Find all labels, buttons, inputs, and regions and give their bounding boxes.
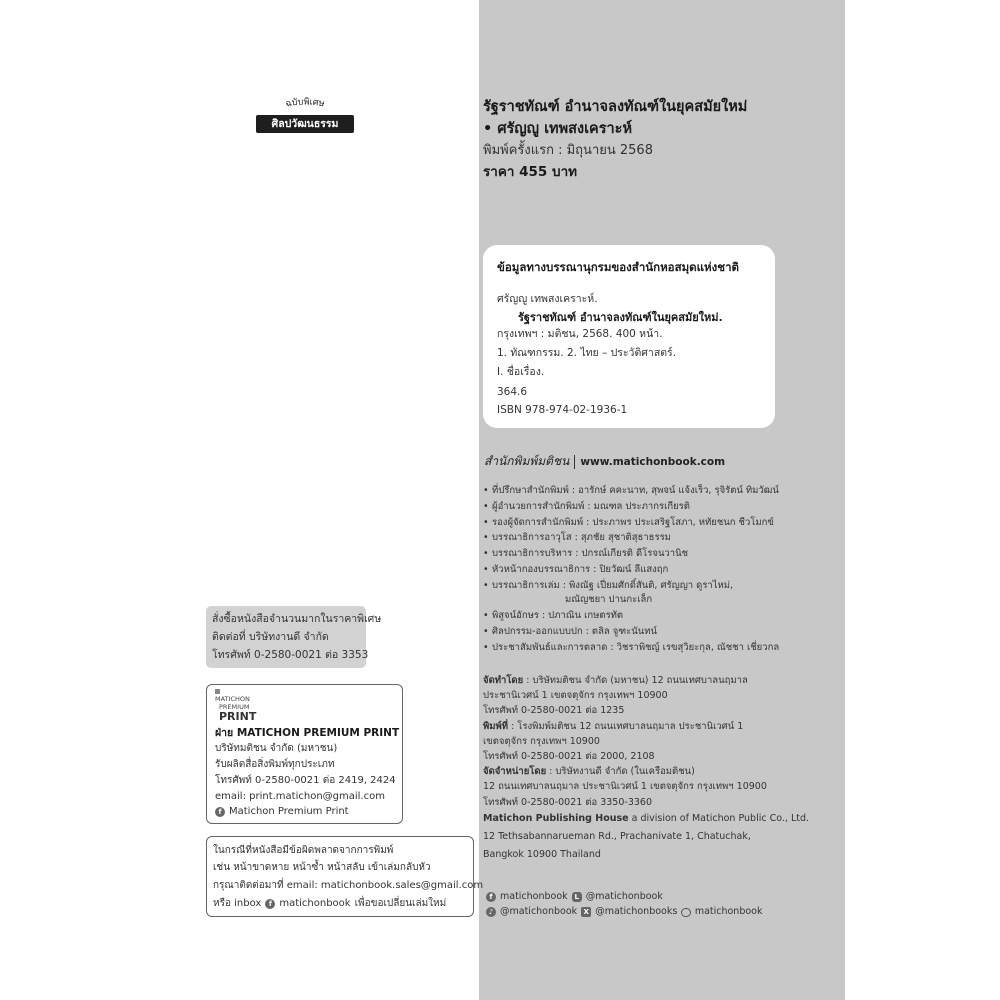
tiktok-handle[interactable]: @matichonbook — [500, 906, 578, 917]
cip-heading: ข้อมูลทางบรรณานุกรมของสำนักหอสมุดแห่งชาติ — [497, 260, 739, 274]
premium-print-box — [206, 684, 403, 824]
defect-line: เช่น หน้าขาดหาย หน้าซ้ำ หน้าสลับ เข้าเล่มกลับหัว — [213, 862, 431, 873]
production-line: โทรศัพท์ 0-2580-0021 ต่อ 3350-3360 — [483, 796, 652, 808]
staff-item: • ที่ปรึกษาสำนักพิมพ์ : อารักษ์ คคะนาท, สุพจน์ แจ้งเร็ว, รุจิรัตน์ ทิมวัฒน์ — [483, 485, 779, 496]
cip-line: รัฐราชทัณฑ์ อำนาจลงทัณฑ์ในยุคสมัยใหม่. — [518, 311, 723, 324]
cip-line: I. ชื่อเรื่อง. — [497, 366, 545, 378]
book-title: รัฐราชทัณฑ์ อำนาจลงทัณฑ์ในยุคสมัยใหม่ — [483, 99, 748, 115]
social-row — [486, 905, 763, 920]
bulk-order-line: โทรศัพท์ 0-2580-0021 ต่อ 3353 — [212, 649, 369, 661]
production-line: จัดจำหน่ายโดย : บริษัทงานดี จำกัด (ในเครือมติชน) — [483, 766, 695, 778]
instagram-handle[interactable]: matichonbook — [694, 906, 763, 917]
publisher-url[interactable]: www.matichonbook.com — [580, 455, 726, 468]
x-handle[interactable]: @matichonbooks — [595, 906, 678, 917]
cip-line: ศรัญญู เทพสงเคราะห์. — [497, 293, 598, 305]
staff-item: • รองผู้จัดการสำนักพิมพ์ : ประภาพร ประเสริฐโสภา, หทัยชนก ชีวโมกข์ — [483, 516, 774, 528]
special-edition-badge — [250, 92, 360, 134]
staff-item: • พิสูจน์อักษร : ปภาณิน เกษตรทัต — [483, 610, 624, 622]
facebook-handle[interactable]: matichonbook — [500, 891, 568, 902]
cip-box — [483, 245, 775, 428]
premium-print-line: บริษัทมติชน จำกัด (มหาชน) — [215, 743, 338, 754]
defect-line: หรือ inbox f matichonbook เพื่อขอเปลี่ยนเล่มใหม่ — [213, 896, 446, 912]
staff-item: • ผู้อำนวยการสำนักพิมพ์ : มณฑล ประภากรเกียรติ — [483, 500, 690, 512]
staff-item: • บรรณาธิการบริหาร : ปกรณ์เกียรติ ดีโรจนวานิช — [483, 548, 689, 560]
cip-line: 364.6 — [497, 386, 528, 398]
staff-item: • บรรณาธิการเล่ม : พิงณัฐ เปี่ยมศักดิ์สันติ, ศรัญญา ดูราไหม่, — [483, 579, 734, 591]
staff-item-cont: มณัญชยา ปานกะเล็ก — [565, 594, 653, 606]
premium-print-facebook[interactable]: f Matichon Premium Print — [215, 804, 349, 820]
production-line: โทรศัพท์ 0-2580-0021 ต่อ 1235 — [483, 705, 625, 717]
defect-line: ในกรณีที่หนังสือมีข้อผิดพลาดจากการพิมพ์ — [213, 845, 394, 856]
cip-line: 1. ทัณฑกรรม. 2. ไทย – ประวัติศาสตร์. — [497, 347, 677, 359]
cip-line: ISBN 978-974-02-1936-1 — [497, 404, 628, 416]
production-line: 12 ถนนเทศบาลนฤมาล ประชานิเวศน์ 1 เขตจตุจักร กรุงเทพฯ 10900 — [483, 781, 767, 793]
premium-print-line: รับผลิตสื่อสิ่งพิมพ์ทุกประเภท — [215, 759, 335, 770]
premium-print-logo: MATICHON PREMIUM PRINT — [215, 689, 256, 723]
publisher-logo: สำนักพิมพ์มติชน — [484, 454, 570, 468]
cip-line: กรุงเทพฯ : มติชน, 2568. 400 หน้า. — [497, 328, 663, 340]
bulk-order-box — [206, 606, 382, 668]
svg-text:ฉบับพิเศษ: ฉบับพิเศษ — [284, 97, 326, 110]
production-line: โทรศัพท์ 0-2580-0021 ต่อ 2000, 2108 — [483, 751, 655, 763]
premium-print-heading: ฝ่าย MATICHON PREMIUM PRINT — [215, 727, 400, 739]
bulk-order-line: ติดต่อที่ บริษัทงานดี จำกัด — [212, 631, 329, 643]
staff-item: • ศิลปกรรม-ออกแบบปก : ตลิล จูฑะนันทน์ — [483, 625, 658, 637]
facebook-icon: f — [265, 899, 275, 909]
staff-item: • หัวหน้ากองบรรณาธิการ : ปิยวัฒน์ ลีแสงฤก — [483, 563, 669, 575]
production-line: พิมพ์ที่ : โรงพิมพ์มติชน 12 ถนนเทศบาลนฤมาล ประชานิเวศน์ 1 — [483, 720, 744, 732]
staff-list — [483, 484, 838, 655]
staff-item: • ประชาสัมพันธ์และการตลาด : วิชราพิชญ์ เรขสุวิยะกุล, ณัชชา เชี่ยวกล — [483, 641, 780, 653]
instagram-icon — [681, 908, 691, 918]
production-line: ประชานิเวศน์ 1 เขตจตุจักร กรุงเทพฯ 10900 — [483, 690, 668, 702]
premium-print-line: โทรศัพท์ 0-2580-0021 ต่อ 2419, 2424 — [215, 775, 396, 786]
defect-line: กรุณาติดต่อมาที่ email: matichonbook.sales@gmail.com — [213, 880, 484, 891]
line-handle[interactable]: @matichonbook — [585, 891, 663, 902]
line-icon: L — [572, 892, 582, 902]
production-line: 12 Tethsabannarueman Rd., Prachanivate 1, Chatuchak, — [483, 830, 751, 842]
edition-line: พิมพ์ครั้งแรก : มิถุนายน 2568 — [483, 143, 653, 158]
badge-arc-text — [250, 92, 360, 116]
social-row — [486, 890, 663, 905]
divider — [574, 455, 575, 469]
production-line: Matichon Publishing House a division of Matichon Public Co., Ltd. — [483, 812, 810, 824]
facebook-icon: f — [486, 892, 496, 902]
defect-notice-box — [206, 836, 484, 917]
production-info — [483, 673, 838, 864]
premium-print-email[interactable]: email: print.matichon@gmail.com — [215, 791, 385, 802]
publisher-line — [484, 452, 725, 471]
bulk-order-line: สั่งซื้อหนังสือจำนวนมากในราคาพิเศษ — [212, 613, 382, 625]
book-author: • ศรัญญู เทพสงเคราะห์ — [483, 121, 633, 137]
x-icon: X — [581, 907, 591, 917]
price: ราคา 455 บาท — [483, 164, 578, 180]
badge-label: ศิลปวัฒนธรรม — [256, 115, 354, 133]
facebook-icon: f — [215, 807, 225, 817]
production-line: จัดทำโดย : บริษัทมติชน จำกัด (มหาชน) 12 ถนนเทศบาลนฤมาล — [483, 675, 748, 686]
production-line: เขตจตุจักร กรุงเทพฯ 10900 — [483, 735, 600, 747]
production-line: Bangkok 10900 Thailand — [483, 848, 601, 860]
tiktok-icon: ♪ — [486, 907, 496, 917]
staff-item: • บรรณาธิการอาวุโส : สุภชัย สุชาติสุธาธรรม — [483, 532, 671, 544]
defect-facebook-handle[interactable]: matichonbook — [279, 898, 351, 909]
